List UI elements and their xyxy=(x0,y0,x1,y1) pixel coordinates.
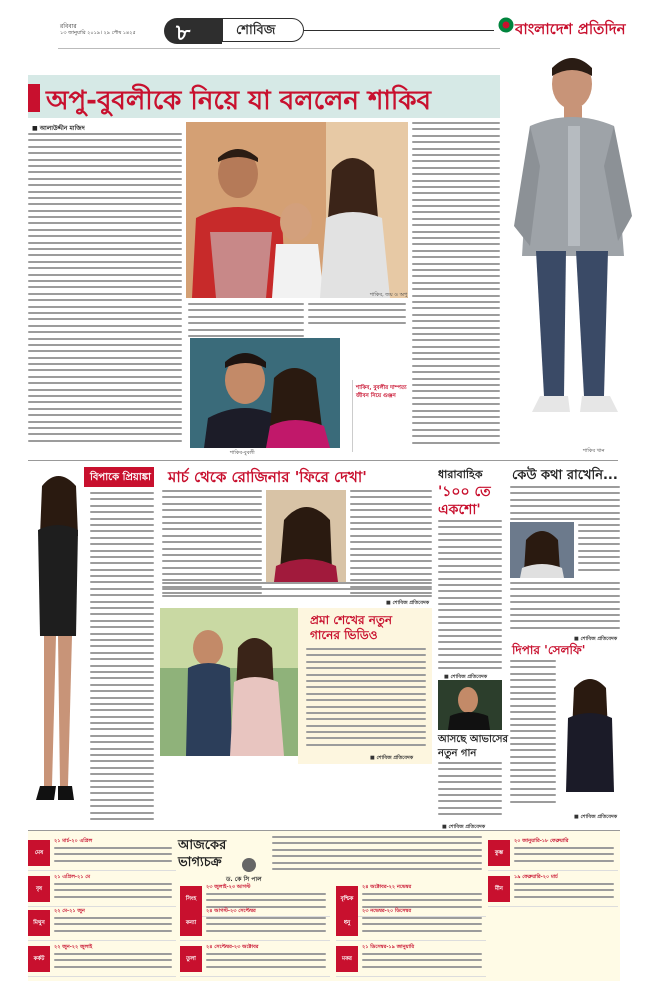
kew-story-top xyxy=(510,486,620,526)
dipa-credit: ■ শোবিজ প্রতিবেদক xyxy=(574,814,618,820)
sign-text xyxy=(206,917,326,939)
asche-credit: ■ শোবিজ প্রতিবেদক xyxy=(442,824,486,830)
shakib-photo xyxy=(500,46,650,454)
rojina-title: মার্চ থেকে রোজিনার 'ফিরে দেখা' xyxy=(168,468,367,486)
sign-text xyxy=(54,883,172,905)
horoscope-sign-cell xyxy=(28,872,176,907)
serial-title-2: একশো' xyxy=(438,502,481,518)
section-divider xyxy=(28,460,618,461)
dipa-story-left xyxy=(510,660,556,810)
rojina-photo xyxy=(266,490,346,582)
rojina-credit: ■ শোবিজ প্রতিবেদক xyxy=(386,600,430,606)
sign-name: সিংহ xyxy=(180,886,202,912)
priyanka-story xyxy=(90,492,154,828)
sign-range: ২৪ সেপ্টেম্বর-২৩ অক্টোবর xyxy=(206,944,259,950)
horoscope-sign-cell xyxy=(336,906,486,941)
proma-title-2: গানের ভিডিও xyxy=(310,628,378,642)
main-story-col-1 xyxy=(28,133,182,453)
serial-story xyxy=(438,520,502,676)
sign-text xyxy=(54,953,172,975)
header-rule xyxy=(58,48,513,49)
sign-text xyxy=(362,953,482,975)
sign-name: তুলা xyxy=(180,946,202,972)
main-headline: অপু-বুবলীকে নিয়ে যা বললেন শাকিব xyxy=(46,86,431,116)
kew-credit: ■ শোবিজ প্রতিবেদক xyxy=(574,636,618,642)
horoscope-intro xyxy=(272,836,482,876)
main-story-col-4 xyxy=(412,122,500,452)
rojina-col-3 xyxy=(162,582,432,602)
serial-kicker: ধারাবাহিক xyxy=(438,468,483,481)
horoscope-sign-cell xyxy=(180,942,330,977)
horoscope-sign-cell xyxy=(28,906,176,941)
sign-range: ২১ এপ্রিল-২১ মে xyxy=(54,874,91,880)
horoscope-sign-cell xyxy=(336,942,486,977)
sign-range: ২৩ জুলাই-২৩ আগস্ট xyxy=(206,884,251,890)
horoscope-sign-cell xyxy=(488,872,618,907)
kew-photo xyxy=(510,522,574,578)
sign-text xyxy=(514,847,614,869)
sign-name: মকর xyxy=(336,946,358,972)
page-number-badge xyxy=(164,18,222,44)
asche-story xyxy=(438,762,502,822)
sign-name: মিথুন xyxy=(28,910,50,936)
family-photo xyxy=(186,122,408,298)
priyanka-photo xyxy=(28,466,84,816)
abhas-photo xyxy=(438,680,502,730)
sign-name: মীন xyxy=(488,876,510,902)
proma-photo xyxy=(160,608,300,756)
proma-story xyxy=(306,648,426,754)
sign-name: বৃষ xyxy=(28,876,50,902)
proma-title-1: প্রমা শেখের নতুন xyxy=(310,613,393,627)
logo-mark xyxy=(498,17,514,33)
sign-name: মেষ xyxy=(28,840,50,866)
horoscope-title-1: আজকের xyxy=(178,838,227,853)
asche-title-2: নতুন গান xyxy=(438,748,477,759)
sign-range: ১৯ ফেব্রুয়ারি-২০ মার্চ xyxy=(514,874,558,880)
main-story-col-3 xyxy=(308,303,406,333)
sign-text xyxy=(514,883,614,905)
caption-shakib: শাকিব খান xyxy=(583,448,605,454)
sign-text xyxy=(54,917,172,939)
sign-range: ২৪ অক্টোবর-২২ নভেম্বর xyxy=(362,884,412,890)
sign-name: কন্যা xyxy=(180,910,202,936)
sign-name: কর্কট xyxy=(28,946,50,972)
kew-story-right xyxy=(578,524,620,580)
horoscope-sign-cell xyxy=(28,942,176,977)
horoscope-sign-cell xyxy=(488,836,618,871)
asche-title-1: আসছে আভাসের xyxy=(438,734,508,745)
horoscope-author-icon xyxy=(242,858,256,872)
caption-family: শাকিব, জয় ও অপু xyxy=(370,292,408,298)
sign-range: ২২ জুন-২২ জুলাই xyxy=(54,944,93,950)
sign-text xyxy=(206,953,326,975)
sign-name: বৃশ্চিক xyxy=(336,886,358,912)
serial-credit: ■ শোবিজ প্রতিবেদক xyxy=(444,674,488,680)
sign-range: ২২ মে-২১ জুন xyxy=(54,908,85,914)
headline-red-bar xyxy=(28,84,40,112)
date-line: ১৩ জানুয়ারি ২০১৯। ২৯ পৌষ ১৪২৫ xyxy=(60,30,136,36)
logo: বাংলাদেশ প্রতিদিন xyxy=(515,20,626,38)
priyanka-title: বিপাকে প্রিয়াঙ্কা xyxy=(90,472,151,483)
horoscope-author: ড. কে সি পাল xyxy=(226,876,262,883)
proma-credit: ■ শোবিজ প্রতিবেদক xyxy=(370,755,414,761)
sign-range: ২০ জানুয়ারি-১৮ ফেব্রুয়ারি xyxy=(514,838,569,844)
horoscope-title-2: ভাগ্যচক্র xyxy=(178,855,222,870)
sign-range: ২৪ আগস্ট-২৩ সেপ্টেম্বর xyxy=(206,908,256,914)
horoscope-sign-cell xyxy=(28,836,176,871)
sign-name: কুম্ভ xyxy=(488,840,510,866)
sign-text xyxy=(54,847,172,869)
section-title: শোবিজ xyxy=(236,23,276,38)
rule-line xyxy=(304,30,494,31)
caption-bubly: শাকিব-বুবলী xyxy=(230,450,255,456)
serial-title-1: '১০০ তে xyxy=(438,484,491,500)
dipa-title: দিপার 'সেলফি' xyxy=(512,643,586,657)
pullquote: শাকিব, বুবলীর দাম্পত্য জীবন নিয়ে গুঞ্জন xyxy=(356,385,407,399)
kew-story-bottom xyxy=(510,582,620,638)
shakib-bubly-photo xyxy=(190,338,340,448)
sign-range: ২১ মার্চ-২০ এপ্রিল xyxy=(54,838,93,844)
byline: ■ আলাউদ্দীন মাজিদ xyxy=(32,125,85,132)
page-number: ৮ xyxy=(176,21,191,46)
kew-title: কেউ কথা রাখেনি... xyxy=(512,468,618,483)
day-label: রবিবার xyxy=(60,23,77,30)
sign-range: ২১ ডিসেম্বর-১৯ জানুয়ারি xyxy=(362,944,415,950)
horoscope-sign-cell xyxy=(180,906,330,941)
sign-name: ধনু xyxy=(336,910,358,936)
sign-text xyxy=(362,917,482,939)
sign-range: ২৩ নভেম্বর-২০ ডিসেম্বর xyxy=(362,908,412,914)
dipa-photo xyxy=(558,672,620,792)
